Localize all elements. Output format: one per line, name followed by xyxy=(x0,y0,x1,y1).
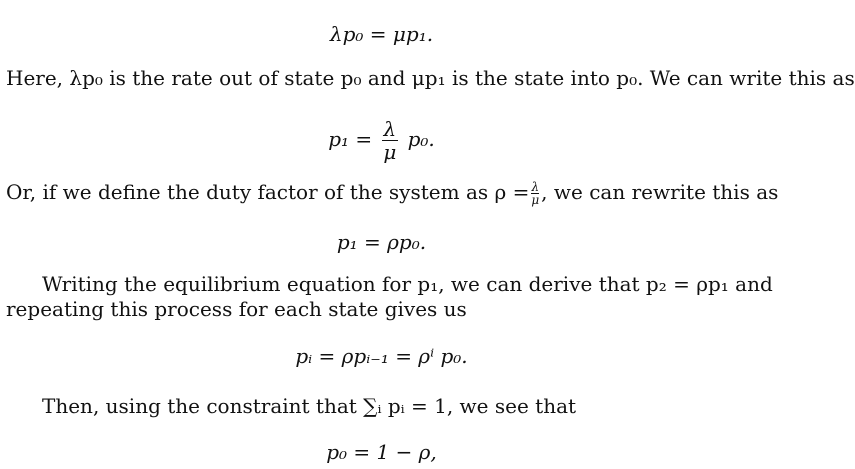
paragraph-duty-factor xyxy=(6,180,778,206)
equation-p1-lhs: p₁ = xyxy=(328,127,373,151)
duty-factor-text-b: , we can rewrite this as xyxy=(541,180,779,204)
duty-factor-numerator: λ xyxy=(531,180,540,194)
equation-pi-general: pᵢ = ρpᵢ₋₁ = ρⁱ p₀. xyxy=(295,344,468,368)
paragraph-equilibrium-line1: Writing the equilibrium equation for p₁, we can derive that p₂ = ρp₁ and xyxy=(42,272,773,296)
fraction-denominator: μ xyxy=(383,140,397,164)
paragraph-constraint: Then, using the constraint that ∑ᵢ pᵢ = 1, we see that xyxy=(42,394,577,418)
fraction-lambda-over-mu xyxy=(382,118,399,163)
duty-factor-fraction xyxy=(531,181,539,206)
duty-factor-text-a: Or, if we define the duty factor of the system as ρ = xyxy=(6,180,530,204)
equation-p1-rhs: p₀. xyxy=(407,127,435,151)
equation-balance: λp₀ = μp₁. xyxy=(329,22,434,46)
paragraph-equilibrium-line2: repeating this process for each state gives us xyxy=(6,297,467,321)
equation-p0-result: p₀ = 1 − ρ, xyxy=(326,440,437,464)
fraction-numerator: λ xyxy=(383,117,397,141)
equation-p1-rho: p₁ = ρp₀. xyxy=(336,230,427,254)
paragraph-rate-explanation: Here, λp₀ is the rate out of state p₀ and μp₁ is the state into p₀. We can write this as xyxy=(6,66,855,90)
duty-factor-denominator: μ xyxy=(531,193,540,207)
equation-p1-fraction xyxy=(0,114,763,164)
